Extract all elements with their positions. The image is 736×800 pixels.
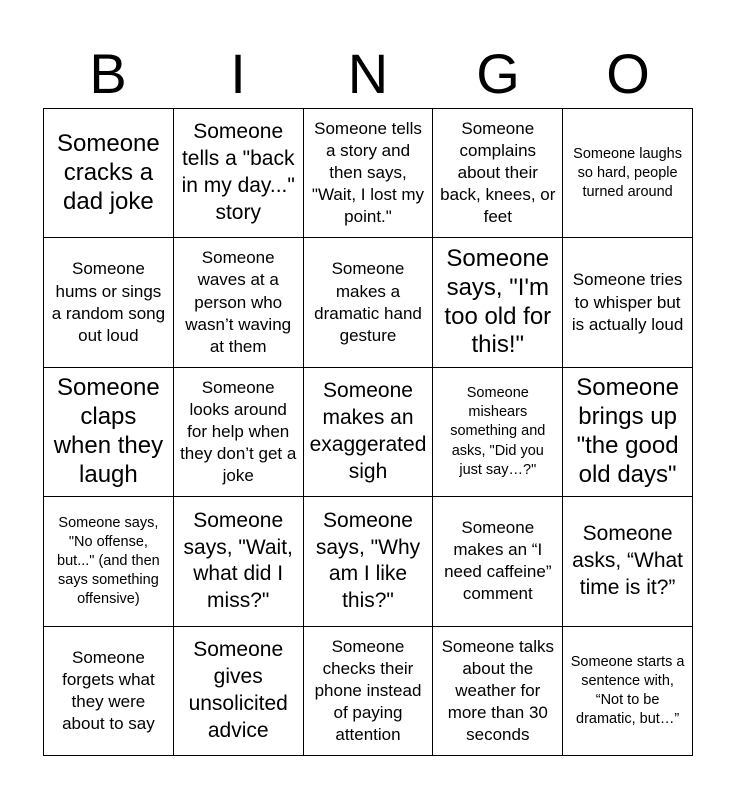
cell-text: Someone says, "I'm too old for this!" xyxy=(444,245,552,359)
bingo-cell-r0-c1[interactable] xyxy=(174,109,304,238)
header-letter-b: B xyxy=(89,42,127,105)
cell-text: Someone cracks a dad joke xyxy=(57,130,160,215)
cell-text: Someone gives unsolicited advice xyxy=(188,638,288,742)
bingo-grid xyxy=(43,108,693,756)
bingo-cell-r1-c4[interactable] xyxy=(563,238,693,367)
cell-text: Someone waves at a person who wasn’t waving at them xyxy=(185,248,292,356)
bingo-cell-r0-c3[interactable] xyxy=(433,109,563,238)
bingo-cell-r0-c4[interactable] xyxy=(563,109,693,238)
cell-text: Someone laughs so hard, people turned around xyxy=(573,145,682,200)
cell-text: Someone hums or sings a random song out loud xyxy=(51,259,166,345)
cell-text: Someone talks about the weather for more than 30 seconds xyxy=(441,636,555,744)
cell-text: Someone brings up "the good old days" xyxy=(576,374,679,488)
bingo-cell-r4-c4[interactable] xyxy=(563,627,693,756)
bingo-cell-r3-c1[interactable] xyxy=(174,497,304,626)
bingo-cell-r2-c0[interactable] xyxy=(44,368,174,497)
bingo-cell-r3-c2[interactable] xyxy=(304,497,434,626)
cell-text: Someone claps when they laugh xyxy=(53,374,164,488)
bingo-cell-r4-c0[interactable] xyxy=(44,627,174,756)
cell-text: Someone tells a "back in my day..." story xyxy=(181,120,295,225)
cell-text: Someone makes a dramatic hand gesture xyxy=(314,259,422,345)
cell-text: Someone makes an exaggerated sigh xyxy=(309,379,427,483)
header-letter-o: O xyxy=(606,42,650,105)
bingo-cell-r3-c0[interactable] xyxy=(44,497,174,626)
cell-text: Someone mishears something and asks, "Did you just say…?" xyxy=(450,385,546,478)
bingo-cell-r3-c4[interactable] xyxy=(563,497,693,626)
bingo-cell-r4-c3[interactable] xyxy=(433,627,563,756)
cell-text: Someone asks, “What time is it?” xyxy=(572,522,684,599)
header-letter-i: I xyxy=(230,42,246,105)
bingo-cell-r1-c1[interactable] xyxy=(174,238,304,367)
header-letter-n: N xyxy=(347,42,389,105)
cell-text: Someone forgets what they were about to say xyxy=(62,647,155,733)
bingo-header xyxy=(43,40,693,108)
bingo-cell-r1-c2[interactable] xyxy=(304,238,434,367)
cell-text: Someone tries to whisper but is actually loud xyxy=(571,270,684,334)
bingo-cell-r1-c0[interactable] xyxy=(44,238,174,367)
bingo-cell-r2-c1[interactable] xyxy=(174,368,304,497)
bingo-cell-r1-c3[interactable] xyxy=(433,238,563,367)
bingo-cell-r2-c3[interactable] xyxy=(433,368,563,497)
cell-text: Someone looks around for help when they don’t get a joke xyxy=(180,377,297,486)
header-letter-g: G xyxy=(476,42,520,105)
cell-text: Someone says, "No offense, but..." (and then says something offensive) xyxy=(57,514,160,608)
bingo-cell-r0-c0[interactable] xyxy=(44,109,174,238)
cell-text: Someone says, "Wait, what did I miss?" xyxy=(183,508,293,613)
cell-text: Someone tells a story and then says, "Wait, I lost my point." xyxy=(311,118,425,227)
cell-text: Someone says, "Why am I like this?" xyxy=(315,508,421,613)
cell-text: Someone checks their phone instead of paying attention xyxy=(314,636,422,744)
bingo-cell-r3-c3[interactable] xyxy=(433,497,563,626)
cell-text: Someone starts a sentence with, “Not to be dramatic, but…” xyxy=(570,653,685,727)
bingo-cell-r4-c1[interactable] xyxy=(174,627,304,756)
bingo-cell-r2-c2[interactable] xyxy=(304,368,434,497)
bingo-cell-r0-c2[interactable] xyxy=(304,109,434,238)
bingo-cell-r2-c4[interactable] xyxy=(563,368,693,497)
cell-text: Someone complains about their back, knees, or feet xyxy=(440,118,556,227)
bingo-cell-r4-c2[interactable] xyxy=(304,627,434,756)
cell-text: Someone makes an “I need caffeine” comment xyxy=(444,518,552,604)
